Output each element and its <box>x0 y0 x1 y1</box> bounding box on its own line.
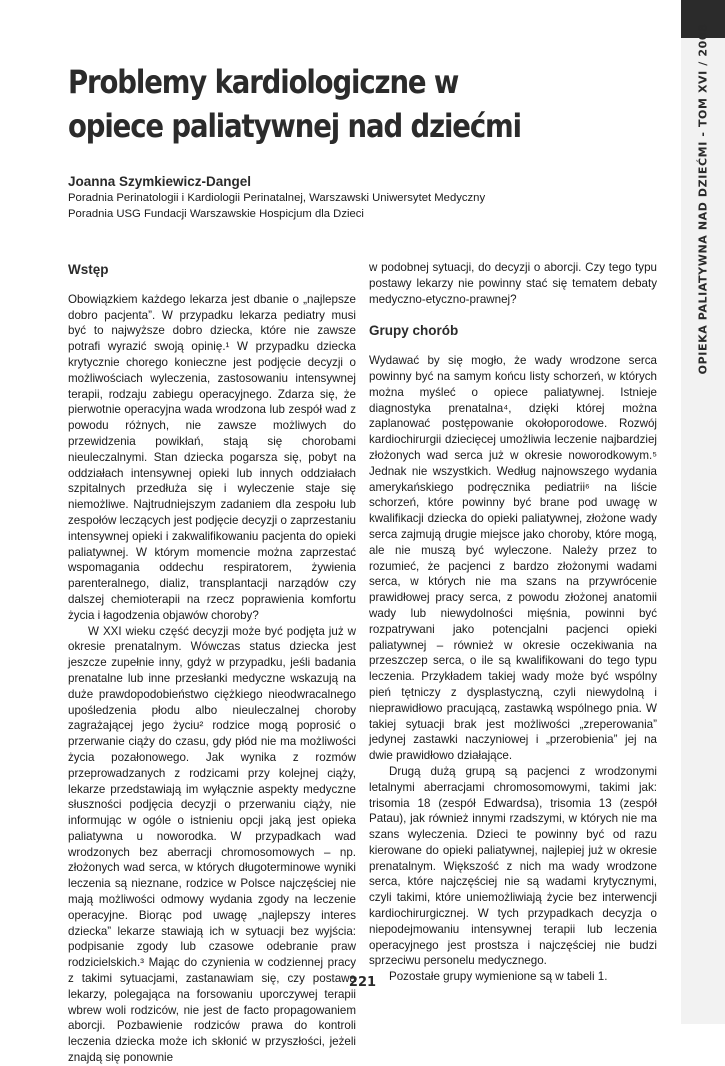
paragraph: W XXI wieku część decyzji może być podjęta już w okresie prenatalnym. Wówczas status dziecka jest jeszcze zupełnie inny, gdyż w przypadku, jeśli badania prenatalne lub inne przesłanki medyczne wskazują na duże prawdopodobieństwo ciężkiego nieodwracalnego upośledzenia płodu albo nieuleczalnej choroby zagrażającej jego życiu² rodzice mogą poprosić o przerwanie ciąży do czasu, gdy płód nie ma możliwości życia pozałonowego. Jak wynika z rozmów przeprowadzanych z rodzicami przy kolejnej ciąży, lekarze przedstawiają im wyłącznie aspekty medyczne słuszności podjęcia decyzji o przerwaniu ciąży, nie informując w ogóle o istnieniu opcji jaką jest opieka paliatywna u noworodka. W przypadkach wad wrodzonych bez aberracji chromosomowych – np. złożonych wad serca, w których długoterminowe wyniki leczenia są nieznane, rodzice w Polsce najczęściej nie mają możliwości odmowy wydania zgody na leczenie operacyjne. Biorąc pod uwagę „najlepszy interes dziecka” lekarze stawiają ich w sytuacji bez wyjścia: podpisanie zgody lub czasowe odebranie praw rodzicielskich.³ Mając do czynienia w codziennej pracy z takimi sytuacjami, zastanawiam się, czy postawa lekarzy, polegająca na forsowaniu uporczywej terapii wbrew woli rodziców, nie jest de facto propagowaniem aborcji. Pozbawienie rodziców prawa do kontroli leczenia dziecka może ich skłonić w przyszłości, jeżeli znajdą się ponownie <box>68 624 356 1065</box>
left-column <box>68 260 356 1066</box>
paragraph: Obowiązkiem każdego lekarza jest dbanie o „najlepsze dobro pacjenta”. W przypadku lekarza pediatry musi być to najwyższe dobro dziecka, które nie zawsze potrafi wyrazić swoją opinię.¹ W przypadku dziecka krytycznie chorego konieczne jest podjęcie decyzji o możliwościach wyleczenia, zastosowaniu intensywnej terapii, rodzaju zabiegu operacyjnego. Zdarza się, że pierwotnie operacyjna wada wrodzona lub zespół wad z powodu różnych, nie zawsze możliwych do przewidzenia powikłań, stają się chorobami nieuleczalnymi. Stan dziecka pogarsza się, pobyt na oddziałach intensywnej opieki lub innych oddziałach szpitalnych przedłuża się i wyleczenie staje się niemożliwe. Najtrudniejszym zadaniem dla zespołu lub zespołów leczących jest podjęcie decyzji o zaprzestaniu intensywnej opieki i zakwalifikowaniu pacjenta do opieki paliatywnej. W którym momencie można zaprzestać wspomagania oddechu respiratorem, żywienia parenteralnego, dializ, transplantacji narządów czy dalszej chemioterapii na rzecz poprawienia komfortu życia i łagodzenia objawów choroby? <box>68 292 356 622</box>
paragraph: Wydawać by się mogło, że wady wrodzone serca powinny być na samym końcu listy schorzeń, w których można myśleć o opiece paliatywnej. Istnieje diagnostyka prenatalna⁴, dzięki której można zaplanować postępowanie okołoporodowe. Rozwój kardiochirurgii dziecięcej umożliwia leczenie najbardziej złożonych wad serca już w okresie noworodkowym.⁵ Jednak nie wszystkich. Według najnowszego wydania amerykańskiego podręcznika pediatrii⁶ na liście schorzeń, które powinny być brane pod uwagę w kwalifikacji dziecka do opieki paliatywnej, złożone wady serca zajmują drugie miejsce jako choroby, które mogą, ale nie muszą być wyleczone. Należy przez to rozumieć, że pacjenci z bardzo złożonymi wadami serca, w których nie ma szans na przywrócenie prawidłowej pracy serca, z powodu złożonej anatomii wady lub niewydolności mięśnia, powinni być rozpatrywani jako potencjalni pacjenci opieki paliatywnej – również w okresie oczekiwania na przeszczep serca, o ile są kwalifikowani do tego typu leczenia. Przykładem takiej wady może być wspólny pień tętniczy z dysplastyczną, czyli niewydolną i nieprawidłowo pracującą, zastawką wspólnego pnia. W takiej sytuacji brak jest możliwości „zreperowania” jedynej zastawki naczyniowej i „przerobienia” jej na dwie prawidłowo działające. <box>369 354 657 763</box>
page-number: 221 <box>348 975 377 990</box>
paragraph: Pozostałe grupy wymienione są w tabeli 1. <box>389 970 608 984</box>
article-title: Problemy kardiologiczne w opiece paliatywnej nad dziećmi <box>68 63 521 145</box>
author-name: Joanna Szymkiewicz-Dangel <box>68 174 252 189</box>
section-heading-intro: Wstęp <box>68 262 109 277</box>
right-column <box>369 260 657 985</box>
paragraph: Drugą dużą grupą są pacjenci z wrodzonymi letalnymi aberracjami chromosomowymi, takimi jak: trisomia 18 (zespół Edwardsa), trisomia 13 (zespół Patau), jak również innymi rzadszymi, w których nie ma szans wyleczenia. Dzieci te powinny być od razu kierowane do opieki paliatywnej, najlepiej już w okresie prenatalnym. Większość z nich ma wady wrodzone serca, które najczęściej nie są wadami krytycznymi, czyli takimi, które uniemożliwiają życie bez interwencji kardiochirurgicznej. W tych przypadkach decyzja o niepodejmowaniu intensywnej terapii lub leczenia operacyjnego jest prostsza i najczęściej nie budzi sprzeciwu personelu medycznego. <box>369 764 657 968</box>
journal-running-title: OPIEKA PALIATYWNA NAD DZIEĆMI - TOM XVI / 2008 <box>696 23 710 375</box>
section-heading-groups: Grupy chorób <box>369 323 459 339</box>
affiliation-2: Poradnia USG Fundacji Warszawskie Hospicjum dla Dzieci <box>68 208 364 220</box>
affiliation-1: Poradnia Perinatologii i Kardiologii Perinatalnej, Warszawski Uniwersytet Medyczny <box>68 192 486 204</box>
paragraph-continued: w podobnej sytuacji, do decyzji o aborcji. Czy tego typu postawy lekarzy nie powinny stać się tematem debaty medyczno-etyczno-prawnej? <box>369 261 657 306</box>
